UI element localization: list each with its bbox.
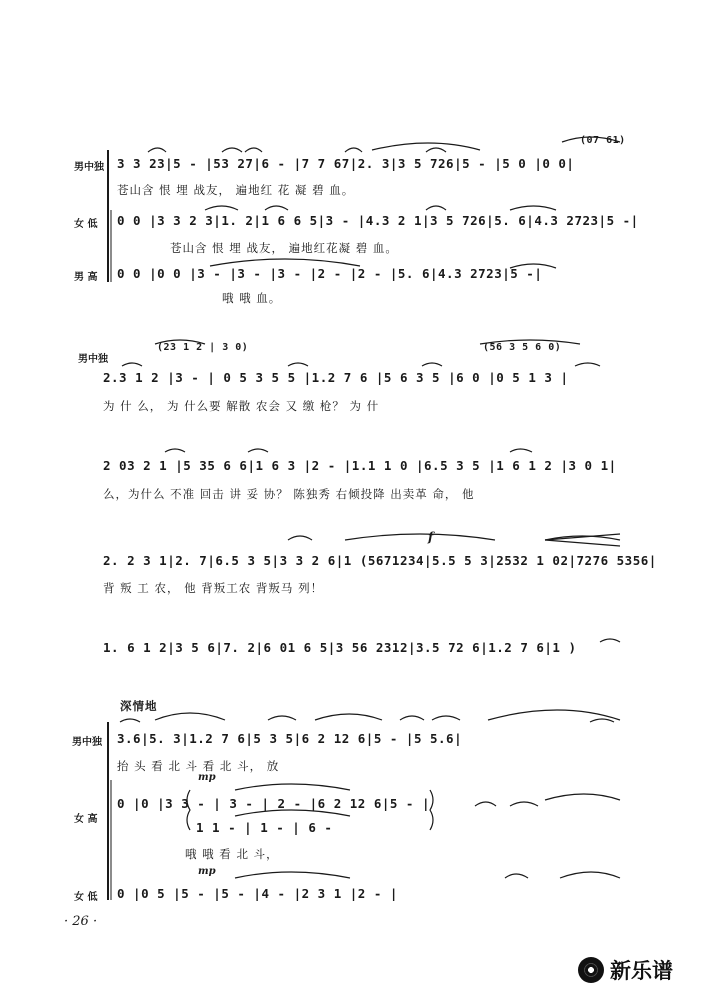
- intro-bracket-right: (56 3 5 6 0): [483, 342, 562, 353]
- dynamic-mezzo-piano: mp: [198, 866, 216, 877]
- part-label-soprano: 女 高: [74, 814, 98, 825]
- page-number: · 26 ·: [64, 914, 98, 929]
- intro-bracket-top: (07 61): [580, 135, 626, 146]
- part-label-baritone-solo: 男中独: [72, 737, 102, 748]
- lyric-row: 苍山含 恨 埋 战友， 遍地红花凝 碧 血。: [170, 241, 398, 255]
- part-label-tenor: 男 高: [74, 272, 98, 283]
- disc-icon: [578, 957, 604, 983]
- notation-row: 0 0 |3 3 2 3|1. 2|1 6 6 5|3 - |4.3 2 1|3 5 726|5. 6|4.3 2723|5 -|: [117, 213, 639, 228]
- tempo-marking: 深情地: [120, 699, 158, 713]
- lyric-row: 哦 哦 血。: [222, 291, 282, 305]
- notation-row: 2. 2 3 1|2. 7|6.5 3 5|3 3 2 6|1 (5671234|5.5 5 3|2532 1 02|7276 5356|: [103, 553, 657, 568]
- part-label-baritone-solo: 男中独: [74, 162, 104, 173]
- dynamic-mezzo-piano: mp: [198, 772, 216, 783]
- notation-row: 2.3 1 2 |3 - | 0 5 3 5 5 |1.2 7 6 |5 6 3 5 |6 0 |0 5 1 3 |: [103, 370, 569, 385]
- lyric-row: 背 叛 工 农， 他 背叛工农 背叛马 列！: [103, 581, 324, 595]
- notation-row: 0 |0 |3 3 - | 3 - | 2 - |6 2 12 6|5 - |: [117, 796, 430, 811]
- lyric-row: 为 什 么， 为 什么要 解散 农会 又 缴 枪？ 为 什: [103, 399, 380, 413]
- part-label-alto: 女 低: [74, 892, 98, 903]
- notation-row: 1. 6 1 2|3 5 6|7. 2|6 01 6 5|3 56 2312|3.5 72 6|1.2 7 6|1 ): [103, 640, 577, 655]
- lyric-row: 苍山含 恨 埋 战友， 遍地红 花 凝 碧 血。: [117, 183, 355, 197]
- part-label-baritone-solo: 男中独: [78, 354, 108, 365]
- lyric-row: 抬 头 看 北 斗 看 北 斗， 放: [117, 759, 280, 773]
- notation-row: 2 03 2 1 |5 35 6 6|1 6 3 |2 - |1.1 1 0 |6.5 3 5 |1 6 1 2 |3 0 1|: [103, 458, 617, 473]
- lyric-row: 么，为什么 不准 回击 讲 妥 协？ 陈独秀 右倾投降 出卖革 命， 他: [103, 487, 475, 501]
- watermark-logo: [578, 954, 700, 986]
- dynamic-forte: f: [428, 530, 434, 544]
- intro-bracket: (23 1 2 | 3 0): [157, 342, 249, 353]
- notation-row: 0 |0 5 |5 - |5 - |4 - |2 3 1 |2 - |: [117, 886, 398, 901]
- notation-row: 0 0 |0 0 |3 - |3 - |3 - |2 - |2 - |5. 6|4.3 2723|5 -|: [117, 266, 543, 281]
- notation-row: 3.6|5. 3|1.2 7 6|5 3 5|6 2 12 6|5 - |5 5.6|: [117, 731, 463, 746]
- lyric-row: 哦 哦 看 北 斗，: [185, 847, 279, 861]
- part-label-alto: 女 低: [74, 219, 98, 230]
- notation-row-lower-voice: 1 1 - | 1 - | 6 -: [196, 820, 333, 835]
- notation-row: 3 3 23|5 - |53 27|6 - |7 7 67|2. 3|3 5 726|5 - |5 0 |0 0|: [117, 156, 575, 171]
- watermark-text: 新乐谱: [610, 959, 673, 983]
